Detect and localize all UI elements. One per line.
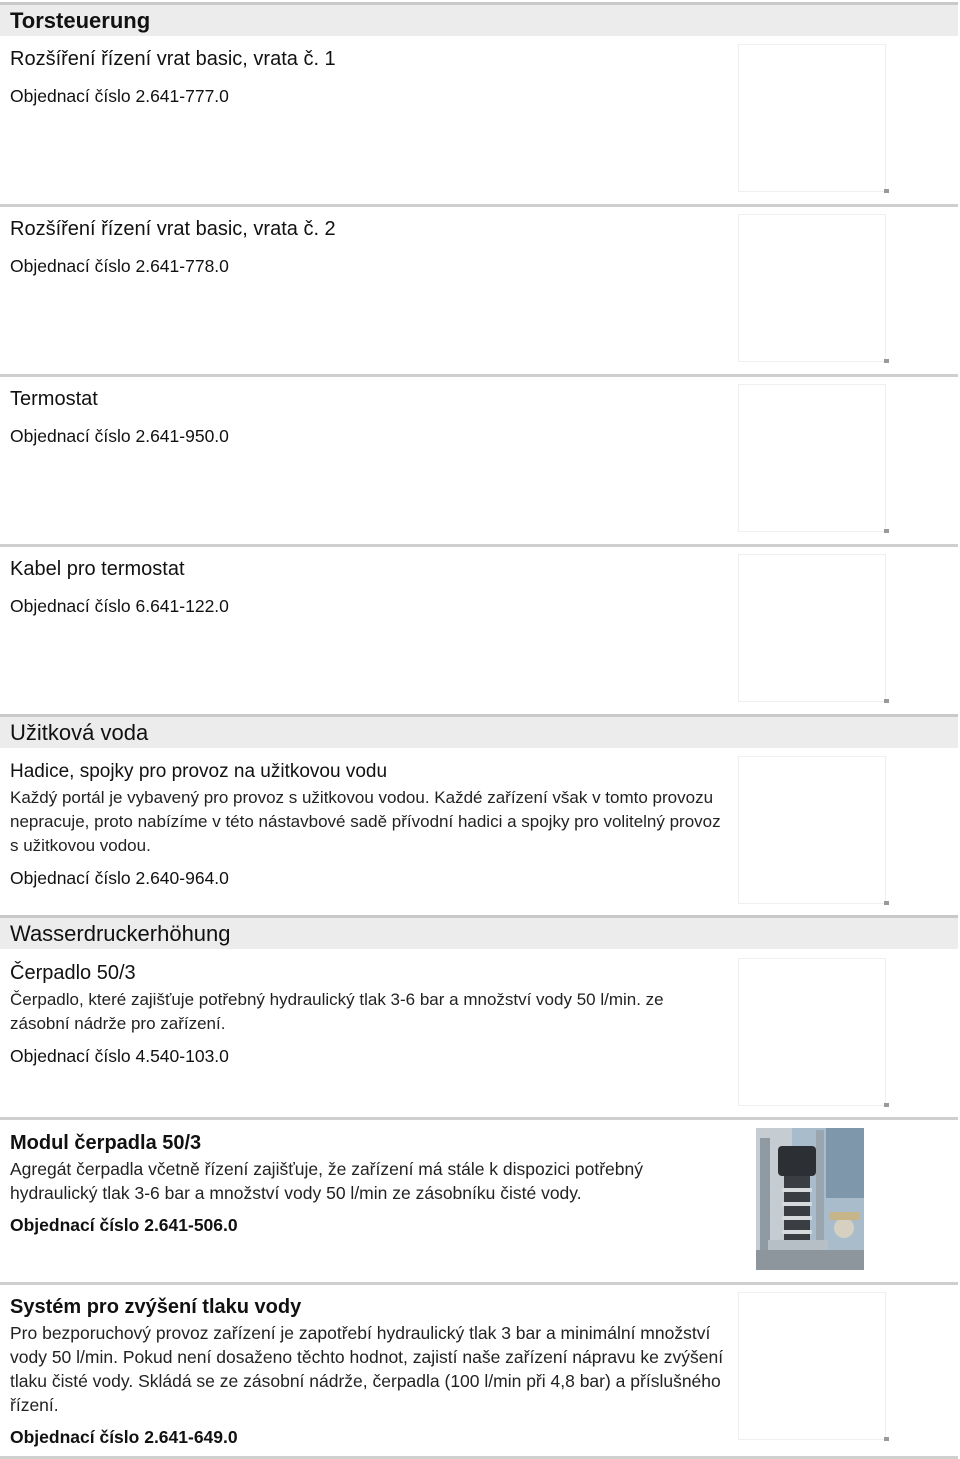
product-image-placeholder xyxy=(738,554,886,702)
divider xyxy=(0,1282,958,1285)
divider xyxy=(0,1117,958,1120)
product-image-placeholder xyxy=(738,214,886,362)
product-image-placeholder xyxy=(738,756,886,904)
divider xyxy=(0,544,958,547)
product-image-placeholder xyxy=(738,958,886,1106)
item-title: Kabel pro termostat xyxy=(10,558,185,580)
product-image-placeholder xyxy=(738,44,886,192)
order-number: Objednací číslo 2.641-778.0 xyxy=(10,256,229,276)
item-title: Hadice, spojky pro provoz na užitkovou vodu xyxy=(10,761,388,782)
order-number: Objednací číslo 6.641-122.0 xyxy=(10,596,229,616)
item-description: Agregát čerpadla včetně řízení zajišťuje, že zařízení má stále k dispozici potřebný hydraulický tlak 3-6 bar a množství vody 50 l/min ze zásobníku čisté vody. xyxy=(10,1159,643,1203)
item-title: Čerpadlo 50/3 xyxy=(10,962,136,984)
divider xyxy=(0,374,958,377)
section-header-uzitkova-voda: Užitková voda xyxy=(0,714,958,748)
item-title: Systém pro zvýšení tlaku vody xyxy=(10,1296,302,1318)
order-number: Objednací číslo 2.641-506.0 xyxy=(10,1215,238,1235)
order-number: Objednací číslo 2.641-649.0 xyxy=(10,1427,238,1447)
order-number: Objednací číslo 2.640-964.0 xyxy=(10,868,229,888)
item-title: Termostat xyxy=(10,388,98,410)
pump-module-photo xyxy=(756,1128,864,1270)
item-description: Pro bezporuchový provoz zařízení je zapotřebí hydraulický tlak 3 bar a minimální množství vody 50 l/min. Pokud není dosaženo těchto hodnot, zajistí naše zařízení nápravu ke zvýšení tlaku čisté vody. Skládá se ze zásobní nádrže, čerpadla (100 l/min při 4,8 bar) a příslušného řízení. xyxy=(10,1323,724,1415)
section-header-wasserdruckerhohung: Wasserdruckerhöhung xyxy=(0,915,958,949)
section-header-torsteuerung: Torsteuerung xyxy=(0,2,958,36)
item-description: Každý portál je vybavený pro provoz s užitkovou vodou. Každé zařízení však v tomto provozu nepracuje, proto nabízíme v této nástavbové sadě přívodní hadici a spojky pro volitelný provoz s užitkovou vodou. xyxy=(10,788,721,855)
order-number: Objednací číslo 4.540-103.0 xyxy=(10,1046,229,1066)
divider xyxy=(0,204,958,207)
item-description: Čerpadlo, které zajišťuje potřebný hydraulický tlak 3-6 bar a množství vody 50 l/min. ze zásobní nádrže pro zařízení. xyxy=(10,990,664,1033)
item-title: Modul čerpadla 50/3 xyxy=(10,1132,202,1154)
item-title: Rozšíření řízení vrat basic, vrata č. 2 xyxy=(10,218,336,240)
item-title: Rozšíření řízení vrat basic, vrata č. 1 xyxy=(10,48,336,70)
order-number: Objednací číslo 2.641-950.0 xyxy=(10,426,229,446)
order-number: Objednací číslo 2.641-777.0 xyxy=(10,86,229,106)
product-image-placeholder xyxy=(738,384,886,532)
product-image-placeholder xyxy=(738,1292,886,1440)
